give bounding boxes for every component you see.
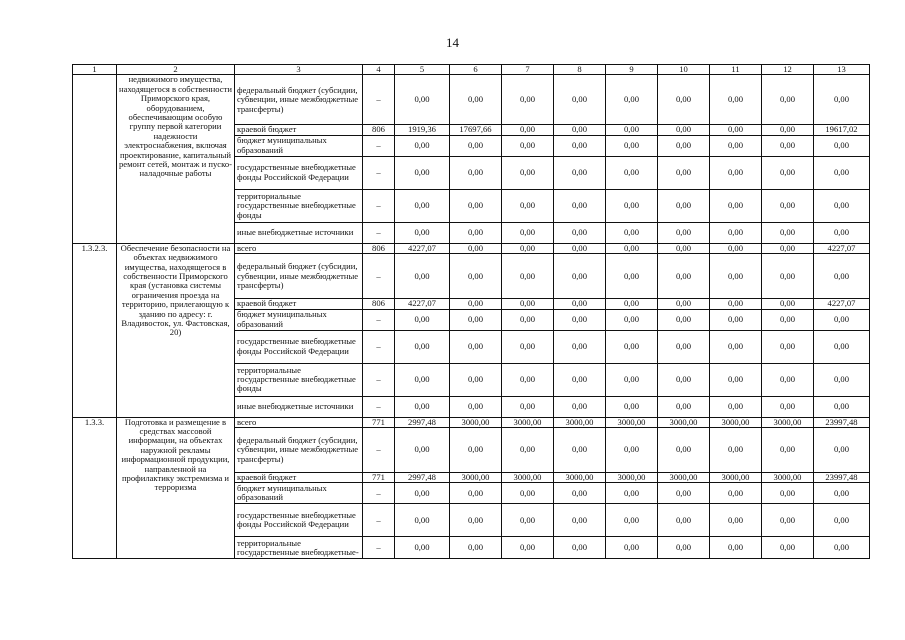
column-header: 12 [762,65,814,75]
year-value: 0,00 [606,222,658,243]
year-value: 0,00 [606,156,658,189]
year-value: 0,00 [450,483,502,504]
funding-source-label: иные внебюджетные источники [235,222,363,243]
year-value: 0,00 [606,189,658,222]
year-value: 0,00 [762,299,814,309]
year-value: 0,00 [606,75,658,125]
budget-code: – [363,363,395,396]
column-header: 6 [450,65,502,75]
budget-code: – [363,75,395,125]
year-value: 3000,00 [450,417,502,427]
column-header: 4 [363,65,395,75]
funding-source-label: иные внебюджетные источники [235,396,363,417]
total-value: 23997,48 [814,417,870,427]
year-value: 2997,48 [395,473,450,483]
year-value: 0,00 [395,135,450,156]
year-value: 0,00 [502,156,554,189]
header-row [73,65,870,75]
year-value: 0,00 [395,363,450,396]
year-value: 0,00 [502,428,554,473]
year-value: 0,00 [762,363,814,396]
year-value: 0,00 [554,309,606,330]
year-value: 0,00 [502,396,554,417]
year-value: 0,00 [450,504,502,537]
year-value: 3000,00 [658,473,710,483]
year-value: 0,00 [450,330,502,363]
total-value: 0,00 [814,504,870,537]
year-value: 0,00 [554,363,606,396]
funding-source-label: краевой бюджет [235,473,363,483]
year-value: 17697,66 [450,125,502,135]
funding-source-label: территориальные государственные внебюджетные фонды [235,189,363,222]
year-value: 0,00 [554,483,606,504]
funding-source-label: всего [235,243,363,253]
year-value: 0,00 [606,309,658,330]
year-value: 0,00 [606,330,658,363]
year-value: 0,00 [658,299,710,309]
section-description: недвижимого имущества, находящегося в собственности Приморского края, оборудованием, обеспечивающим особую группу первой категории надежности электроснабжения, включая проектирование, капитальный ремонт сетей, монтаж и пуско-наладочные работы [117,75,235,243]
total-value: 0,00 [814,75,870,125]
funding-source-label: краевой бюджет [235,299,363,309]
year-value: 0,00 [502,330,554,363]
year-value: 0,00 [395,189,450,222]
year-value: 0,00 [762,254,814,299]
funding-source-label: краевой бюджет [235,125,363,135]
year-value: 0,00 [606,396,658,417]
year-value: 0,00 [395,330,450,363]
funding-source-label: федеральный бюджет (субсидии, субвенции, иные межбюджетные трансферты) [235,75,363,125]
funding-source-label: бюджет муниципальных образований [235,135,363,156]
year-value: 0,00 [502,504,554,537]
year-value: 0,00 [395,396,450,417]
column-header: 3 [235,65,363,75]
year-value: 0,00 [710,189,762,222]
total-value: 4227,07 [814,243,870,253]
year-value: 0,00 [658,125,710,135]
column-header: 2 [117,65,235,75]
column-header: 9 [606,65,658,75]
year-value: 0,00 [395,428,450,473]
year-value: 0,00 [710,428,762,473]
total-value: 0,00 [814,222,870,243]
year-value: 0,00 [502,537,554,559]
year-value: 0,00 [762,428,814,473]
year-value: 0,00 [658,156,710,189]
funding-source-label: государственные внебюджетные фонды Российской Федерации [235,156,363,189]
year-value: 0,00 [658,330,710,363]
year-value: 3000,00 [658,417,710,427]
year-value: 4227,07 [395,243,450,253]
budget-code: – [363,428,395,473]
year-value: 0,00 [450,135,502,156]
year-value: 0,00 [710,299,762,309]
total-value: 0,00 [814,189,870,222]
budget-code: – [363,222,395,243]
year-value: 0,00 [762,156,814,189]
year-value: 0,00 [450,309,502,330]
year-value: 0,00 [502,309,554,330]
year-value: 0,00 [762,537,814,559]
section-id [73,75,117,243]
year-value: 3000,00 [450,473,502,483]
year-value: 0,00 [554,428,606,473]
funding-source-label: государственные внебюджетные фонды Российской Федерации [235,330,363,363]
year-value: 0,00 [658,363,710,396]
year-value: 0,00 [450,428,502,473]
funding-source-label: территориальные государственные внебюджетные- [235,537,363,559]
year-value: 0,00 [658,504,710,537]
year-value: 0,00 [710,504,762,537]
year-value: 0,00 [554,537,606,559]
year-value: 0,00 [658,243,710,253]
year-value: 0,00 [502,222,554,243]
year-value: 0,00 [554,75,606,125]
budget-code: – [363,254,395,299]
year-value: 0,00 [554,243,606,253]
year-value: 0,00 [606,363,658,396]
year-value: 0,00 [606,504,658,537]
section-id: 1.3.3. [73,417,117,559]
year-value: 0,00 [710,125,762,135]
section-description: Подготовка и размещение в средствах массовой информации, на объектах наружной рекламы информационной продукции, направленной на профилактику экстремизма и терроризма [117,417,235,559]
year-value: 3000,00 [762,417,814,427]
total-value: 0,00 [814,309,870,330]
year-value: 0,00 [658,537,710,559]
year-value: 0,00 [554,254,606,299]
year-value: 0,00 [554,125,606,135]
year-value: 0,00 [554,222,606,243]
year-value: 0,00 [554,135,606,156]
year-value: 0,00 [554,189,606,222]
total-value: 0,00 [814,428,870,473]
funding-source-label: территориальные государственные внебюджетные фонды [235,363,363,396]
year-value: 0,00 [658,75,710,125]
year-value: 0,00 [762,330,814,363]
year-value: 0,00 [762,483,814,504]
year-value: 0,00 [502,254,554,299]
total-value: 0,00 [814,135,870,156]
year-value: 3000,00 [606,417,658,427]
budget-code: – [363,135,395,156]
year-value: 0,00 [502,75,554,125]
column-header: 5 [395,65,450,75]
budget-code: – [363,537,395,559]
year-value: 0,00 [710,222,762,243]
year-value: 0,00 [502,483,554,504]
budget-table [72,64,870,559]
year-value: 0,00 [710,396,762,417]
year-value: 0,00 [502,299,554,309]
year-value: 3000,00 [502,473,554,483]
year-value: 4227,07 [395,299,450,309]
budget-code: 806 [363,299,395,309]
year-value: 0,00 [554,330,606,363]
year-value: 0,00 [710,483,762,504]
total-value: 4227,07 [814,299,870,309]
year-value: 3000,00 [762,473,814,483]
table-body [73,65,870,559]
budget-code: 806 [363,243,395,253]
year-value: 3000,00 [554,473,606,483]
year-value: 0,00 [502,363,554,396]
year-value: 0,00 [762,243,814,253]
table-row [73,417,870,427]
total-value: 0,00 [814,483,870,504]
total-value: 0,00 [814,330,870,363]
total-value: 0,00 [814,537,870,559]
year-value: 0,00 [658,309,710,330]
year-value: 0,00 [658,222,710,243]
year-value: 0,00 [710,330,762,363]
page-number: 14 [446,35,459,50]
year-value: 0,00 [450,156,502,189]
year-value: 0,00 [395,156,450,189]
year-value: 0,00 [450,189,502,222]
total-value: 23997,48 [814,473,870,483]
budget-code: 771 [363,417,395,427]
year-value: 0,00 [762,75,814,125]
year-value: 0,00 [762,135,814,156]
year-value: 0,00 [658,189,710,222]
year-value: 0,00 [502,243,554,253]
table-row [73,243,870,253]
year-value: 0,00 [658,396,710,417]
year-value: 0,00 [762,222,814,243]
year-value: 0,00 [450,363,502,396]
year-value: 2997,48 [395,417,450,427]
year-value: 0,00 [450,396,502,417]
column-header: 1 [73,65,117,75]
year-value: 0,00 [762,504,814,537]
year-value: 0,00 [395,254,450,299]
year-value: 0,00 [502,135,554,156]
year-value: 3000,00 [554,417,606,427]
year-value: 0,00 [710,254,762,299]
year-value: 0,00 [502,189,554,222]
column-header: 7 [502,65,554,75]
year-value: 3000,00 [502,417,554,427]
section-id: 1.3.2.3. [73,243,117,417]
year-value: 0,00 [710,135,762,156]
year-value: 0,00 [450,222,502,243]
year-value: 0,00 [450,75,502,125]
year-value: 0,00 [395,537,450,559]
budget-code: – [363,396,395,417]
funding-source-label: бюджет муниципальных образований [235,483,363,504]
year-value: 0,00 [606,428,658,473]
year-value: 0,00 [710,156,762,189]
budget-code: – [363,189,395,222]
year-value: 0,00 [395,222,450,243]
total-value: 19617,02 [814,125,870,135]
budget-code: 806 [363,125,395,135]
total-value: 0,00 [814,396,870,417]
year-value: 0,00 [450,299,502,309]
year-value: 0,00 [606,125,658,135]
total-value: 0,00 [814,156,870,189]
total-value: 0,00 [814,254,870,299]
year-value: 0,00 [762,309,814,330]
year-value: 0,00 [658,135,710,156]
year-value: 0,00 [762,396,814,417]
funding-source-label: государственные внебюджетные фонды Российской Федерации [235,504,363,537]
table-row [73,75,870,125]
budget-code: – [363,156,395,189]
year-value: 0,00 [658,483,710,504]
year-value: 0,00 [606,483,658,504]
funding-source-label: федеральный бюджет (субсидии, субвенции, иные межбюджетные трансферты) [235,254,363,299]
year-value: 0,00 [554,156,606,189]
year-value: 0,00 [710,243,762,253]
column-header: 13 [814,65,870,75]
funding-source-label: бюджет муниципальных образований [235,309,363,330]
year-value: 3000,00 [710,417,762,427]
year-value: 0,00 [606,135,658,156]
year-value: 0,00 [502,125,554,135]
budget-code: – [363,309,395,330]
year-value: 0,00 [450,243,502,253]
budget-code: 771 [363,473,395,483]
year-value: 0,00 [395,75,450,125]
budget-code: – [363,504,395,537]
year-value: 0,00 [762,189,814,222]
year-value: 0,00 [554,504,606,537]
year-value: 0,00 [395,504,450,537]
total-value: 0,00 [814,363,870,396]
year-value: 0,00 [450,537,502,559]
year-value: 0,00 [658,428,710,473]
year-value: 0,00 [450,254,502,299]
year-value: 0,00 [395,309,450,330]
year-value: 0,00 [606,243,658,253]
year-value: 0,00 [606,299,658,309]
year-value: 0,00 [606,254,658,299]
year-value: 0,00 [710,75,762,125]
section-description: Обеспечение безопасности на объектах недвижимого имущества, находящегося в собственности Приморского края (установка системы ограничения проезда на территорию, прилегающую к зданию по адресу: г. Владивосток, ул. Фастовская, 20) [117,243,235,417]
year-value: 0,00 [710,363,762,396]
year-value: 0,00 [554,396,606,417]
budget-code: – [363,330,395,363]
year-value: 0,00 [606,537,658,559]
year-value: 1919,36 [395,125,450,135]
year-value: 0,00 [710,309,762,330]
column-header: 10 [658,65,710,75]
column-header: 11 [710,65,762,75]
year-value: 0,00 [710,537,762,559]
funding-source-label: всего [235,417,363,427]
year-value: 0,00 [658,254,710,299]
budget-code: – [363,483,395,504]
year-value: 0,00 [554,299,606,309]
year-value: 3000,00 [606,473,658,483]
year-value: 0,00 [762,125,814,135]
column-header: 8 [554,65,606,75]
funding-source-label: федеральный бюджет (субсидии, субвенции, иные межбюджетные трансферты) [235,428,363,473]
year-value: 0,00 [395,483,450,504]
year-value: 3000,00 [710,473,762,483]
